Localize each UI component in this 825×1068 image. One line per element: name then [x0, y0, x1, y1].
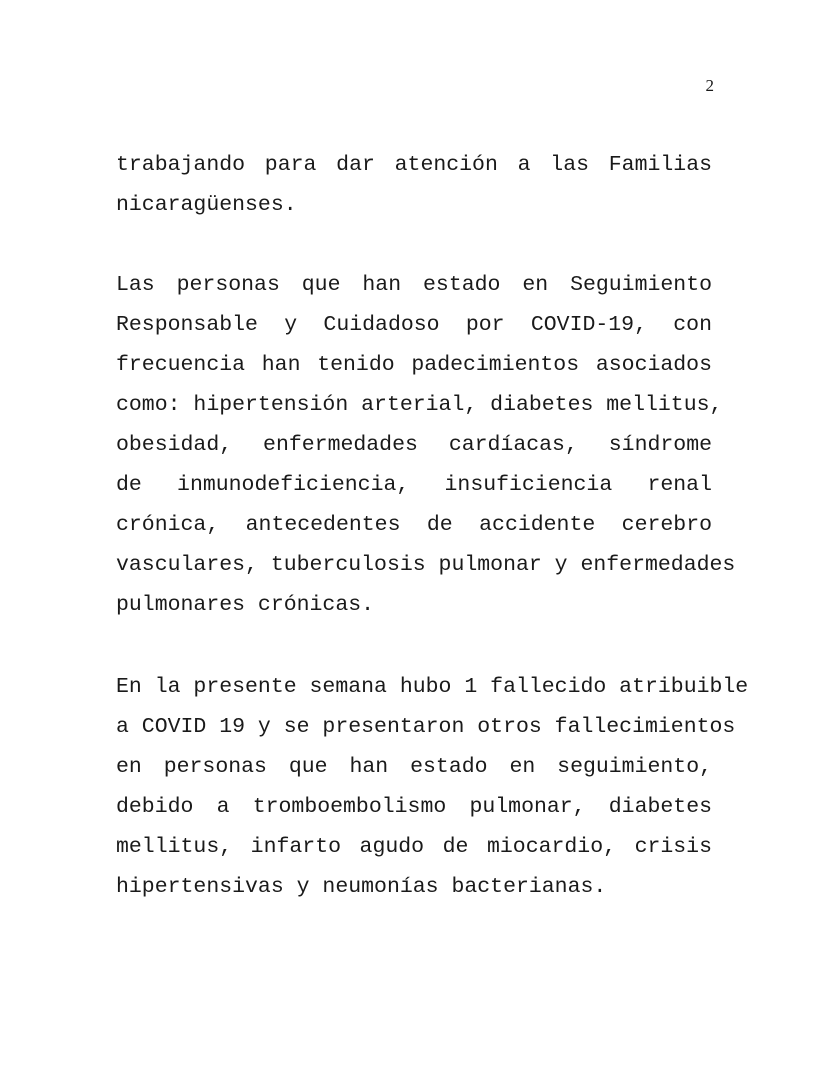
- text-line: hipertensivas y neumonías bacterianas.: [116, 875, 607, 899]
- text-line: en personas que han estado en seguimiento,: [116, 755, 712, 779]
- text-line: Las personas que han estado en Seguimiento: [116, 273, 712, 297]
- text-line: trabajando para dar atención a las Familias: [116, 153, 712, 177]
- text-line: obesidad, enfermedades cardíacas, síndrome: [116, 433, 712, 457]
- text-line: pulmonares crónicas.: [116, 593, 375, 617]
- text-line: Responsable y Cuidadoso por COVID-19, con: [116, 313, 712, 337]
- text-line: a COVID 19 y se presentaron otros fallecimientos: [116, 715, 736, 739]
- text-line: como: hipertensión arterial, diabetes mellitus,: [116, 393, 723, 417]
- text-line: vasculares, tuberculosis pulmonar y enfermedades: [116, 553, 736, 577]
- paragraph-associated-conditions: [116, 265, 736, 625]
- page-number: 2: [705, 76, 714, 95]
- text-line: debido a tromboembolismo pulmonar, diabetes: [116, 795, 712, 819]
- paragraph-weekly-deaths: [116, 667, 749, 907]
- text-line: En la presente semana hubo 1 fallecido atribuible: [116, 675, 749, 699]
- text-line: mellitus, infarto agudo de miocardio, crisis: [116, 835, 712, 859]
- text-line: crónica, antecedentes de accidente cerebro: [116, 513, 712, 537]
- paragraph-continuation: [116, 145, 712, 225]
- text-line: de inmunodeficiencia, insuficiencia renal: [116, 473, 712, 497]
- text-line: frecuencia han tenido padecimientos asociados: [116, 353, 712, 377]
- text-line: nicaragüenses.: [116, 193, 297, 217]
